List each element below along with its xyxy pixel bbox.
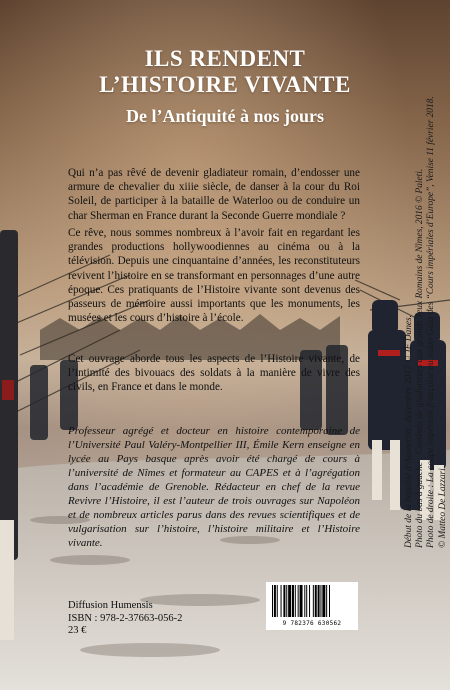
blurb-paragraph-1: Qui n’a pas rêvé de devenir gladiateur romain, d’endosser une armure de chevalier du xiiie siècle, de danser à la cour du Roi Soleil, de participer à la bataille de Waterloo ou de conduire un char Sherman en France durant la Seconde Guerre mondiale ?: [68, 167, 360, 222]
barcode-bar: [283, 585, 285, 617]
barcode: [266, 582, 358, 630]
barcode-bar: [320, 585, 321, 617]
barcode-bar: [286, 585, 287, 617]
barcode-bar: [288, 585, 291, 617]
barcode-bar: [315, 585, 317, 617]
barcode-bar: [281, 585, 282, 617]
barcode-bar: [274, 585, 276, 617]
barcode-bar: [300, 585, 303, 617]
barcode-bar: [309, 585, 310, 617]
photo-credit-line: Début de la bataille d’Austerlitz, décembre 2017 © JF Danes.: [404, 314, 414, 548]
photo-credit-line: Photo de droite : La coupe impériale française au salon Gala des “Cours impériales d’Europe”, Venise 11 février 2018. © Matteo De Lazzari.: [426, 96, 448, 548]
barcode-digits: 9 782376 630562: [282, 620, 342, 627]
barcode-bars-icon: [266, 582, 358, 620]
barcode-bar: [306, 585, 307, 617]
barcode-bar: [329, 585, 330, 617]
book-title-line1: ILS RENDENT: [144, 46, 306, 71]
photo-credit-line: Photo du bas à gauche : Combats de gladiateurs aux grands Jeux Romains de Nîmes, 2016 © Paleti.: [415, 168, 426, 548]
barcode-bar: [295, 585, 296, 617]
book-subtitle: De l’Antiquité à nos jours: [125, 106, 324, 126]
barcode-bar: [277, 585, 278, 617]
barcode-bar: [326, 585, 327, 617]
blurb-paragraph-2: Ce rêve, nous sommes nombreux à l’avoir fait en regardant les grandes productions hollywoodiennes au cinéma ou à la télévision. Depuis une cinquantaine d’années, les reconstituteurs revivent l’histoire en se transformant en personnages d’une autre époque. Ces pratiquants de l’Histoire vivante sont devenus des passeurs de mémoire aussi importants que les monuments, les musées et les cours d’histoire à l’école.: [68, 227, 360, 325]
barcode-bar: [292, 585, 294, 617]
barcode-bar: [272, 585, 273, 617]
price-text: 23 €: [68, 625, 87, 636]
publisher-info: [68, 600, 182, 638]
barcode-bar: [322, 585, 325, 617]
barcode-bar: [298, 585, 299, 617]
author-bio: Professeur agrégé et docteur en histoire contemporaine de l’Université Paul Valéry-Montpellier III, Émile Kern enseigne en lycée au Pays basque après avoir été chargé de cours à l’université de Nîmes et formateur au CAPES et à l’agrégation dans l’académie de Grenoble. Rédacteur en chef de la revue Revivre l’Histoire, il est l’auteur de trois ouvrages sur Napoléon et de nombreux articles parus dans des revues scientifiques et de vulgarisation sur l’histoire, l’histoire militaire et l’Histoire vivante.: [68, 425, 360, 549]
barcode-bar: [318, 585, 320, 617]
barcode-bar: [313, 585, 314, 617]
blurb-paragraph-3: Cet ouvrage aborde tous les aspects de l’Histoire vivante, de l’intimité des bivouacs des soldats à la manière de vivre des civils, en France et dans le monde.: [68, 353, 360, 394]
isbn-text: ISBN : 978-2-37663-056-2: [68, 612, 183, 624]
book-title-line2: L’HISTOIRE VIVANTE: [99, 72, 351, 97]
barcode-bar: [304, 585, 305, 617]
photo-credits: [404, 88, 449, 548]
distributor-name: Diffusion Humensis: [68, 600, 153, 611]
